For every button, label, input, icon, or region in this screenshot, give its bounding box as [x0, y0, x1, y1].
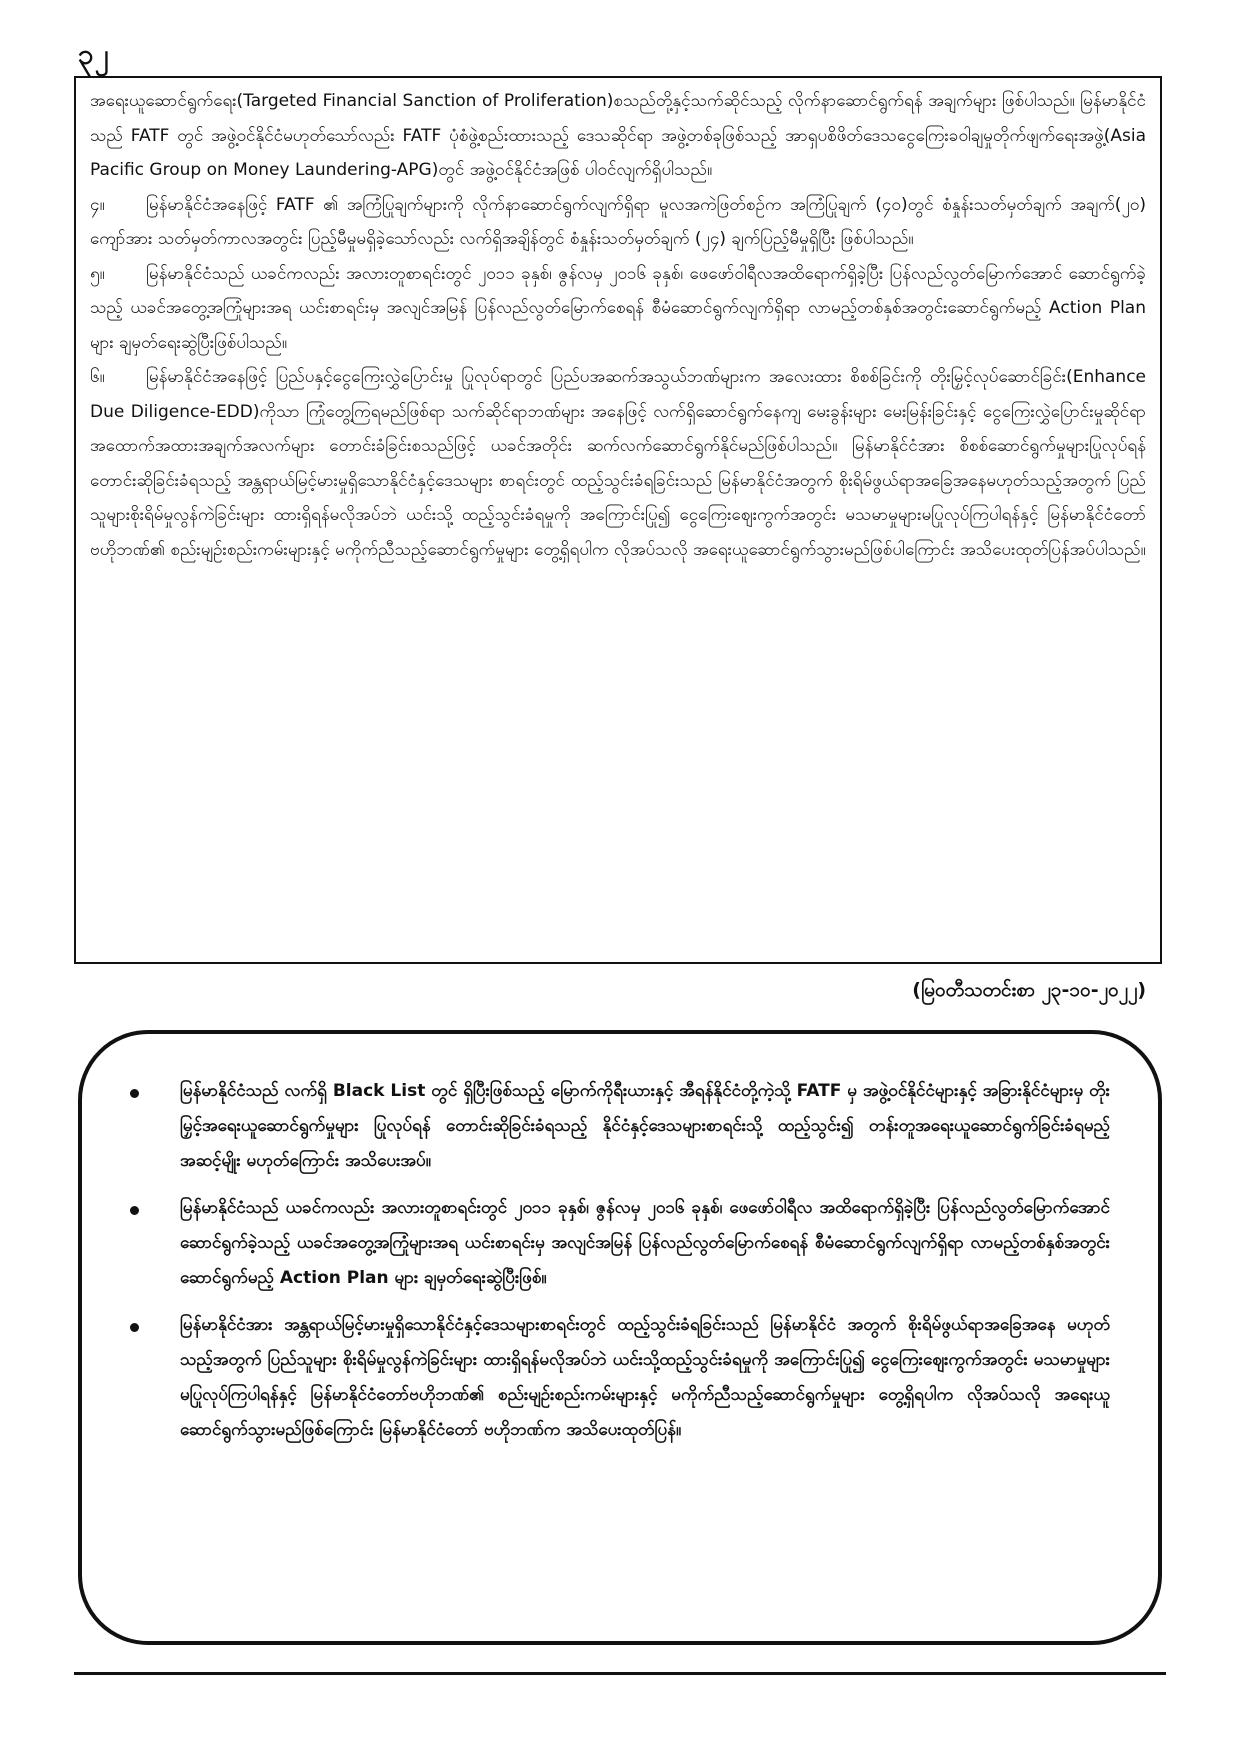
summary-bullet	[130, 1308, 1110, 1448]
article-paragraph-4	[90, 188, 1146, 257]
bullet-dot-icon	[130, 1323, 139, 1332]
paragraph-text: မြန်မာနိုင်ငံအနေဖြင့် FATF ၏ အကြံပြုချက်များကို လိုက်နာဆောင်ရွက်လျက်ရှိရာ မူလအကဲဖြတ်စဉ်က အကြံပြုချက် (၄၀)တွင် စံနှုန်းသတ်မှတ်ချက် အချက်(၂၀) ကျော်အား သတ်မှတ်ကာလအတွင်း ပြည့်မီမှုမရှိခဲ့သော်လည်း လက်ရှိအချိန်တွင် စံနှုန်းသတ်မှတ်ချက် (၂၄) ချက်ပြည့်မီမှုရှိပြီး ဖြစ်ပါသည်။	[90, 194, 1146, 249]
paragraph-number: ၅။	[90, 263, 105, 284]
paragraph-text: မြန်မာနိုင်ငံအနေဖြင့် ပြည်ပနှင့်ငွေကြေးလွှဲပြောင်းမှု ပြုလုပ်ရာတွင် ပြည်ပအဆက်အသွယ်ဘဏ်များက အလေးထား စိစစ်ခြင်းကို တိုးမြှင့်လုပ်ဆောင်ခြင်း(Enhance Due Diligence-EDD)ကိုသာ ကြုံတွေ့ကြရမည်ဖြစ်ရာ သက်ဆိုင်ရာဘဏ်များ အနေဖြင့် လက်ရှိဆောင်ရွက်နေကျ မေးခွန်းများ မေးမြန်းခြင်းနှင့် ငွေကြေးလွှဲပြောင်းမှုဆိုင်ရာ အထောက်အထားအချက်အလက်များ တောင်းခံခြင်းစသည်ဖြင့် ယခင်အတိုင်း ဆက်လက်ဆောင်ရွက်နိုင်မည်ဖြစ်ပါသည်။ မြန်မာနိုင်ငံအား စိစစ်ဆောင်ရွက်မှုများပြုလုပ်ရန် တောင်းဆိုခြင်းခံရသည့် အန္တရာယ်မြင့်မားမှုရှိသောနိုင်ငံနှင့်ဒေသများ စာရင်းတွင် ထည့်သွင်းခံရခြင်းသည် မြန်မာနိုင်ငံအတွက် စိုးရိမ်ဖွယ်ရာအခြေအနေမဟုတ်သည့်အတွက် ပြည်သူများစိုးရိမ်မှုလွန်ကဲခြင်းများ ထားရှိရန်မလိုအပ်ဘဲ ယင်းသို့ ထည့်သွင်းခံရမှုကို အကြောင်းပြု၍ ငွေကြေးဈေးကွက်အတွင်း မသမာမှုများမပြုလုပ်ကြပါရန်နှင့် မြန်မာနိုင်ငံတော်ဗဟိုဘဏ်၏ စည်းမျဉ်းစည်းကမ်းများနှင့် မကိုက်ညီသည့်ဆောင်ရွက်မှုများ တွေ့ရှိရပါက လိုအပ်သလို အရေးယူဆောင်ရွက်သွားမည်ဖြစ်ပါကြောင်း အသိပေးထုတ်ပြန်အပ်ပါသည်။	[90, 367, 1146, 560]
article-lead-paragraph: အရေးယူဆောင်ရွက်ရေး(Targeted Financial Sanction of Proliferation)စသည်တို့နှင့်သက်ဆိုင်သည့် လိုက်နာဆောင်ရွက်ရန် အချက်များ ဖြစ်ပါသည်။ မြန်မာနိုင်ငံသည် FATF တွင် အဖွဲ့ဝင်နိုင်ငံမဟုတ်သော်လည်း FATF ပုံစံဖွဲ့စည်းထားသည့် ဒေသဆိုင်ရာ အဖွဲ့တစ်ခုဖြစ်သည့် အာရှပစိဖိတ်ဒေသငွေကြေးခဝါချမှုတိုက်ဖျက်ရေးအဖွဲ့(Asia Pacific Group on Money Laundering-APG)တွင် အဖွဲ့ဝင်နိုင်ငံအဖြစ် ပါဝင်လျက်ရှိပါသည်။	[90, 91, 1146, 180]
paragraph-number: ၆။	[90, 367, 105, 387]
source-citation: (မြဝတီသတင်းစာ ၂၃-၁၀-၂၀၂၂)	[912, 979, 1146, 1001]
article-paragraph-5	[90, 257, 1146, 361]
bullet-dot-icon	[130, 1089, 139, 1098]
bottom-divider	[74, 1672, 1166, 1675]
page-number: ၃၂	[78, 38, 110, 71]
summary-box	[78, 1030, 1162, 1645]
bullet-dot-icon	[130, 1206, 139, 1215]
summary-bullet-text: မြန်မာနိုင်ငံသည် ယခင်ကလည်း အလားတူစာရင်းတွင် ၂၀၁၁ ခုနှစ်၊ ဇွန်လမှ ၂၀၁၆ ခုနှစ်၊ ဖေဖော်ဝါရီလ အထိရောက်ရှိခဲ့ပြီး ပြန်လည်လွတ်မြောက်အောင် ဆောင်ရွက်ခဲ့သည့် ယခင်အတွေ့အကြုံများအရ ယင်းစာရင်းမှ အလျင်အမြန် ပြန်လည်လွတ်မြောက်စေရန် စီမံဆောင်ရွက်လျက်ရှိရာ လာမည့်တစ်နှစ်အတွင်း ဆောင်ရွက်မည့် Action Plan များ ချမှတ်ရေးဆွဲပြီးဖြစ်။	[180, 1198, 1110, 1288]
summary-bullet-text: မြန်မာနိုင်ငံအား အန္တရာယ်မြင့်မားမှုရှိသောနိုင်ငံနှင့်ဒေသများစာရင်းတွင် ထည့်သွင်းခံရခြင်းသည် မြန်မာနိုင်ငံ အတွက် စိုးရိမ်ဖွယ်ရာအခြေအနေ မဟုတ်သည့်အတွက် ပြည်သူများ စိုးရိမ်မှုလွန်ကဲခြင်းများ ထားရှိရန်မလိုအပ်ဘဲ ယင်းသို့ထည့်သွင်းခံရမှုကို အကြောင်းပြု၍ ငွေကြေးဈေးကွက်အတွင်း မသမာမှုများမပြုလုပ်ကြပါရန်နှင့် မြန်မာနိုင်ငံတော်ဗဟိုဘဏ်၏ စည်းမျဉ်းစည်းကမ်းများနှင့် မကိုက်ညီသည့်ဆောင်ရွက်မှုများ တွေ့ရှိရပါက လိုအပ်သလို အရေးယူဆောင်ရွက်သွားမည်ဖြစ်ကြောင်း မြန်မာနိုင်ငံတော် ဗဟိုဘဏ်က အသိပေးထုတ်ပြန်။	[180, 1315, 1110, 1440]
summary-bullet	[130, 1191, 1110, 1296]
article-box	[74, 76, 1162, 964]
paragraph-text: မြန်မာနိုင်ငံသည် ယခင်ကလည်း အလားတူစာရင်းတွင် ၂၀၁၁ ခုနှစ်၊ ဇွန်လမှ ၂၀၁၆ ခုနှစ်၊ ဖေဖော်ဝါရီလအထိရောက်ရှိခဲ့ပြီး ပြန်လည်လွတ်မြောက်အောင် ဆောင်ရွက်ခဲ့သည့် ယခင်အတွေ့အကြုံများအရ ယင်းစာရင်းမှ အလျင်အမြန် ပြန်လည်လွတ်မြောက်စေရန် စီမံဆောင်ရွက်လျက်ရှိရာ လာမည့်တစ်နှစ်အတွင်းဆောင်ရွက်မည့် Action Plan များ ချမှတ်ရေးဆွဲပြီးဖြစ်ပါသည်။	[90, 263, 1146, 353]
article-paragraph-6	[90, 360, 1146, 567]
summary-bullet	[130, 1074, 1110, 1179]
paragraph-number: ၄။	[90, 194, 105, 215]
summary-bullet-text: မြန်မာနိုင်ငံသည် လက်ရှိ Black List တွင် ရှိပြီးဖြစ်သည့် မြောက်ကိုရီးယားနှင့် အီရန်နိုင်ငံတို့ကဲ့သို့ FATF မှ အဖွဲ့ဝင်နိုင်ငံများနှင့် အခြားနိုင်ငံများမှ တိုးမြှင့်အရေးယူဆောင်ရွက်မှုများ ပြုလုပ်ရန် တောင်းဆိုခြင်းခံရသည့် နိုင်ငံနှင့်ဒေသများစာရင်းသို့ ထည့်သွင်း၍ တန်းတူအရေးယူဆောင်ရွက်ခြင်းခံရမည့် အဆင့်မျိုး မဟုတ်ကြောင်း အသိပေးအပ်။	[180, 1081, 1110, 1171]
